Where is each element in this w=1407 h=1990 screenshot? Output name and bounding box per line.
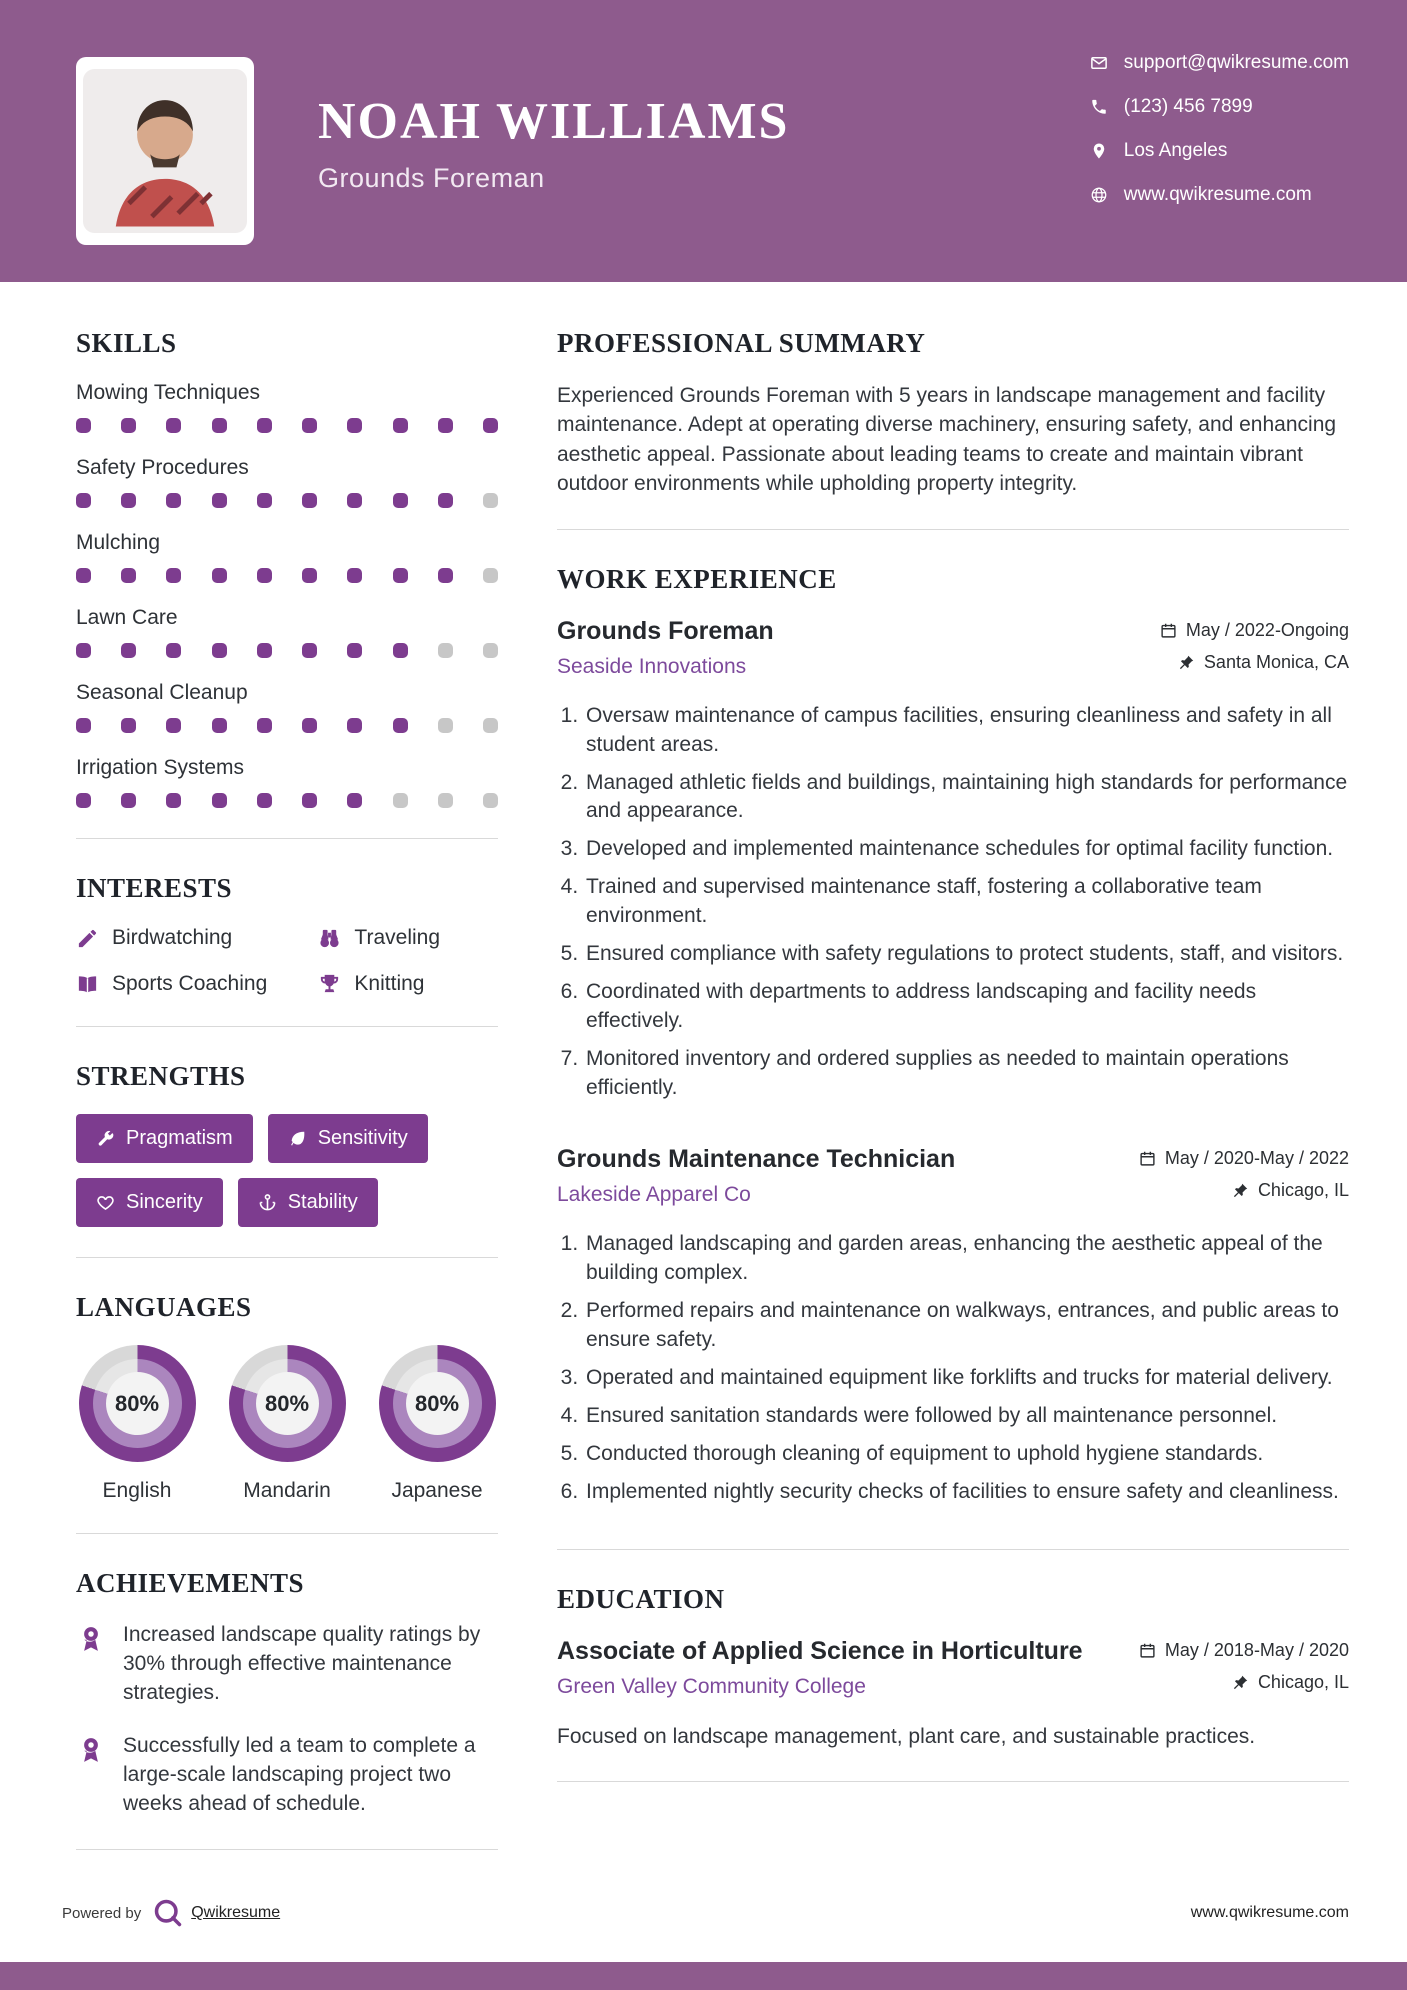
job-entry — [557, 1145, 1349, 1507]
rating-dot-filled — [347, 718, 362, 733]
rating-dot-filled — [347, 493, 362, 508]
education-header — [557, 1637, 1349, 1704]
heart-icon — [96, 1193, 115, 1212]
skill-item — [76, 606, 498, 658]
job-bullet: 4. Trained and supervised maintenance staff, fostering a collaborative team environment. — [584, 873, 1349, 931]
summary-heading: PROFESSIONAL SUMMARY — [557, 328, 926, 358]
medal-icon — [76, 1624, 106, 1654]
skill-name: Safety Procedures — [76, 456, 249, 479]
education-school: Green Valley Community College — [557, 1674, 866, 1698]
rating-dot-empty — [483, 568, 498, 583]
location-icon — [1090, 142, 1108, 160]
education-dates: May / 2018-May / 2020 — [1164, 1639, 1349, 1660]
powered-by-label: Powered by — [62, 1904, 142, 1922]
phone-icon — [1090, 98, 1108, 116]
rating-dot-filled — [347, 418, 362, 433]
contact-text: www.qwikresume.com — [1123, 184, 1312, 205]
rating-dot-filled — [302, 643, 317, 658]
education-location: Chicago, IL — [1257, 1671, 1349, 1692]
interest-label: Birdwatching — [112, 926, 233, 949]
rating-dot-filled — [257, 718, 272, 733]
section-divider — [76, 1849, 498, 1850]
job-header — [557, 1145, 1349, 1212]
language-item — [376, 1345, 498, 1503]
rating-dot-empty — [438, 643, 453, 658]
rating-dot-empty — [483, 718, 498, 733]
rating-dot-filled — [212, 418, 227, 433]
rating-dot-filled — [76, 493, 91, 508]
skills-section — [76, 328, 498, 808]
rating-dot-filled — [121, 643, 136, 658]
rating-dot-filled — [302, 793, 317, 808]
achievement-item — [76, 1732, 498, 1819]
section-divider — [76, 1257, 498, 1258]
language-percent-label: 80% — [264, 1390, 310, 1416]
skill-rating — [76, 418, 498, 433]
job-bullet: 5. Ensured compliance with safety regulations to protect students, staff, and visitors. — [584, 940, 1349, 969]
rating-dot-filled — [212, 643, 227, 658]
job-title: Grounds Maintenance Technician — [557, 1145, 956, 1174]
skill-name: Seasonal Cleanup — [76, 681, 248, 704]
section-divider — [76, 1026, 498, 1027]
rating-dot-filled — [347, 793, 362, 808]
jobs-list — [557, 617, 1349, 1507]
rating-dot-filled — [76, 793, 91, 808]
job-title-block — [557, 1145, 955, 1207]
job-dates-row — [1139, 1148, 1349, 1169]
rating-dot-filled — [438, 418, 453, 433]
rating-dot-filled — [393, 568, 408, 583]
contact-item[interactable] — [1090, 96, 1349, 118]
strengths-heading: STRENGTHS — [76, 1061, 246, 1091]
job-bullets — [557, 702, 1349, 1104]
rating-dot-filled — [438, 568, 453, 583]
skill-rating — [76, 493, 498, 508]
rating-dot-filled — [393, 643, 408, 658]
rating-dot-filled — [347, 643, 362, 658]
experience-heading: WORK EXPERIENCE — [557, 563, 837, 594]
rating-dot-filled — [257, 493, 272, 508]
rating-dot-filled — [166, 418, 181, 433]
rating-dot-filled — [166, 718, 181, 733]
rating-dot-filled — [302, 718, 317, 733]
achievement-text: Successfully led a team to complete a large-scale landscaping project two weeks ahead of schedule. — [123, 1733, 476, 1815]
contact-item[interactable] — [1090, 184, 1349, 206]
skill-item — [76, 381, 498, 433]
rating-dot-empty — [393, 793, 408, 808]
language-donut — [79, 1345, 196, 1462]
page-footer — [62, 1898, 1349, 1928]
person-job-title: Grounds Foreman — [318, 163, 545, 193]
section-divider — [557, 529, 1349, 530]
skill-item — [76, 531, 498, 583]
skill-name: Irrigation Systems — [76, 756, 245, 779]
qwikresume-brand-link[interactable]: Qwikresume — [191, 1904, 281, 1921]
rating-dot-filled — [302, 568, 317, 583]
education-meta — [1139, 1637, 1349, 1704]
education-title-block — [557, 1637, 1083, 1699]
calendar-icon — [1139, 1642, 1156, 1659]
education-location-row — [1139, 1672, 1349, 1693]
rating-dot-filled — [76, 418, 91, 433]
strengths-list — [76, 1114, 498, 1227]
skill-rating — [76, 793, 498, 808]
job-header — [557, 617, 1349, 684]
education-heading: EDUCATION — [557, 1583, 725, 1614]
job-bullet: 1. Oversaw maintenance of campus facilities, ensuring cleanliness and safety in all student areas. — [584, 702, 1349, 760]
job-meta — [1160, 617, 1349, 684]
interest-item — [318, 972, 498, 996]
job-meta — [1139, 1145, 1349, 1212]
rating-dot-filled — [76, 718, 91, 733]
job-bullet: 7. Monitored inventory and ordered supplies as needed to maintain operations efficiently. — [584, 1045, 1349, 1103]
job-location-row — [1139, 1180, 1349, 1201]
rating-dot-filled — [438, 493, 453, 508]
interest-item — [76, 926, 318, 950]
skill-name: Lawn Care — [76, 606, 178, 629]
skill-item — [76, 756, 498, 808]
rating-dot-empty — [483, 793, 498, 808]
job-entry — [557, 617, 1349, 1104]
avatar-image — [83, 64, 247, 238]
rating-dot-filled — [121, 493, 136, 508]
language-percent — [256, 1372, 319, 1435]
rating-dot-filled — [121, 793, 136, 808]
rating-dot-empty — [438, 718, 453, 733]
rating-dot-empty — [483, 643, 498, 658]
section-divider — [557, 1549, 1349, 1550]
rating-dot-filled — [166, 493, 181, 508]
rating-dot-filled — [302, 418, 317, 433]
job-bullet: 4. Ensured sanitation standards were followed by all maintenance personnel. — [584, 1402, 1349, 1431]
section-divider — [557, 1781, 1349, 1782]
language-donut — [379, 1345, 496, 1462]
job-bullet: 3. Operated and maintained equipment like forklifts and trucks for material delivery. — [584, 1364, 1349, 1393]
achievement-text: Increased landscape quality ratings by 30% through effective maintenance strategies. — [123, 1623, 481, 1704]
languages-section — [76, 1292, 498, 1503]
rating-dot-filled — [212, 718, 227, 733]
rating-dot-filled — [302, 493, 317, 508]
job-dates-row — [1160, 620, 1349, 641]
book-icon — [76, 973, 99, 996]
strength-label: Sensitivity — [317, 1127, 408, 1149]
pin-icon — [1178, 654, 1195, 671]
job-location: Santa Monica, CA — [1203, 651, 1349, 672]
binoculars-icon — [318, 927, 341, 950]
job-bullets — [557, 1230, 1349, 1507]
interest-label: Knitting — [354, 972, 425, 995]
skill-item — [76, 456, 498, 508]
contact-item[interactable] — [1090, 140, 1349, 162]
pencil-icon — [76, 927, 99, 950]
skill-rating — [76, 568, 498, 583]
language-percent — [106, 1372, 169, 1435]
education-dates-row — [1139, 1640, 1349, 1661]
rating-dot-filled — [393, 718, 408, 733]
language-name: English — [102, 1479, 172, 1502]
job-dates: May / 2022-Ongoing — [1185, 619, 1349, 640]
header — [0, 0, 1407, 282]
strength-label: Sincerity — [126, 1191, 203, 1213]
rating-dot-filled — [166, 568, 181, 583]
rating-dot-filled — [347, 568, 362, 583]
contact-text: support@qwikresume.com — [1123, 52, 1349, 73]
rating-dot-filled — [257, 793, 272, 808]
rating-dot-filled — [393, 493, 408, 508]
skill-name: Mowing Techniques — [76, 381, 261, 404]
language-percent — [406, 1372, 469, 1435]
language-percent-label: 80% — [414, 1390, 460, 1416]
rating-dot-filled — [393, 418, 408, 433]
right-column — [557, 328, 1349, 1884]
job-bullet: 2. Managed athletic fields and buildings, maintaining high standards for performance and appearance. — [584, 769, 1349, 827]
calendar-icon — [1139, 1150, 1156, 1167]
language-name: Japanese — [391, 1479, 483, 1502]
language-percent-label: 80% — [114, 1390, 160, 1416]
rating-dot-filled — [212, 793, 227, 808]
rating-dot-filled — [166, 643, 181, 658]
job-bullet: 6. Implemented nightly security checks of facilities to ensure safety and cleanliness. — [584, 1478, 1349, 1507]
job-bullet: 2. Performed repairs and maintenance on walkways, entrances, and public areas to ensure safety. — [584, 1297, 1349, 1355]
contact-text: Los Angeles — [1123, 140, 1228, 161]
strength-badge — [76, 1114, 253, 1163]
trophy-icon — [318, 973, 341, 996]
envelope-icon — [1090, 54, 1108, 72]
rating-dot-filled — [121, 418, 136, 433]
interest-label: Traveling — [354, 926, 441, 949]
section-divider — [76, 838, 498, 839]
rating-dot-filled — [166, 793, 181, 808]
skill-rating — [76, 643, 498, 658]
job-bullet: 6. Coordinated with departments to address landscaping and facility needs effectively. — [584, 978, 1349, 1036]
strength-label: Stability — [287, 1191, 358, 1213]
leaf-icon — [288, 1129, 307, 1148]
rating-dot-filled — [483, 418, 498, 433]
rating-dot-empty — [483, 493, 498, 508]
achievements-section — [76, 1568, 498, 1819]
rating-dot-filled — [257, 643, 272, 658]
strength-label: Pragmatism — [126, 1127, 233, 1149]
job-title-block — [557, 617, 774, 679]
strength-badge — [238, 1178, 378, 1227]
interests-list — [76, 926, 498, 996]
section-divider — [76, 1533, 498, 1534]
strengths-section — [76, 1061, 498, 1227]
identity-block — [318, 92, 789, 194]
rating-dot-filled — [212, 568, 227, 583]
wrench-icon — [96, 1129, 115, 1148]
job-bullet: 1. Managed landscaping and garden areas, enhancing the aesthetic appeal of the building complex. — [584, 1230, 1349, 1288]
rating-dot-empty — [438, 793, 453, 808]
person-name: NOAH WILLIAMS — [318, 93, 790, 150]
pin-icon — [1232, 1674, 1249, 1691]
summary-text: Experienced Grounds Foreman with 5 years in landscape management and facility maintenance. Adept at operating diverse machinery, ensuring safety, and enhancing aesthetic appeal. Passionate about leading teams to create and maintain vibrant outdoor environments while upholding property integrity. — [557, 384, 1337, 496]
contact-item[interactable] — [1090, 52, 1349, 74]
resume-body — [0, 282, 1407, 1884]
skills-list — [76, 381, 498, 808]
profile-photo — [76, 57, 254, 245]
contact-text: (123) 456 7899 — [1123, 96, 1253, 117]
job-company: Lakeside Apparel Co — [557, 1183, 751, 1207]
rating-dot-filled — [76, 643, 91, 658]
globe-icon — [1090, 186, 1108, 204]
interests-heading: INTERESTS — [76, 873, 233, 903]
qwikresume-logo-icon — [153, 1898, 183, 1928]
anchor-icon — [258, 1193, 277, 1212]
education-section — [557, 1584, 1349, 1751]
strength-badge — [76, 1178, 223, 1227]
interest-item — [318, 926, 498, 950]
language-donut — [229, 1345, 346, 1462]
experience-section — [557, 564, 1349, 1507]
skill-name: Mulching — [76, 531, 161, 554]
achievements-list — [76, 1621, 498, 1819]
calendar-icon — [1160, 622, 1177, 639]
skill-rating — [76, 718, 498, 733]
summary-section — [557, 328, 1349, 499]
rating-dot-filled — [212, 493, 227, 508]
language-item — [76, 1345, 198, 1503]
languages-heading: LANGUAGES — [76, 1292, 252, 1322]
pin-icon — [1232, 1182, 1249, 1199]
languages-list — [76, 1345, 498, 1503]
skills-heading: SKILLS — [76, 328, 177, 358]
job-title: Grounds Foreman — [557, 616, 774, 645]
footer-website-link[interactable]: www.qwikresume.com — [1190, 1904, 1349, 1921]
achievements-heading: ACHIEVEMENTS — [76, 1568, 305, 1598]
job-location: Chicago, IL — [1257, 1180, 1349, 1201]
job-bullet: 3. Developed and implemented maintenance schedules for optimal facility function. — [584, 835, 1349, 864]
rating-dot-filled — [257, 418, 272, 433]
interests-section — [76, 873, 498, 996]
job-company: Seaside Innovations — [557, 654, 747, 678]
rating-dot-filled — [76, 568, 91, 583]
language-name: Mandarin — [243, 1479, 331, 1502]
job-location-row — [1160, 652, 1349, 673]
achievement-item — [76, 1621, 498, 1708]
left-column — [76, 328, 498, 1884]
skill-item — [76, 681, 498, 733]
interest-item — [76, 972, 318, 996]
contact-list — [1090, 52, 1349, 228]
strength-badge — [268, 1114, 428, 1163]
rating-dot-filled — [257, 568, 272, 583]
bottom-accent-bar — [0, 1962, 1407, 1990]
job-bullet: 5. Conducted thorough cleaning of equipment to uphold hygiene standards. — [584, 1440, 1349, 1469]
rating-dot-filled — [121, 568, 136, 583]
education-description: Focused on landscape management, plant care, and sustainable practices. — [557, 1724, 1256, 1748]
language-item — [226, 1345, 348, 1503]
interest-label: Sports Coaching — [112, 972, 268, 995]
rating-dot-filled — [121, 718, 136, 733]
job-dates: May / 2020-May / 2022 — [1164, 1148, 1349, 1169]
medal-icon — [76, 1735, 106, 1765]
education-degree: Associate of Applied Science in Horticulture — [557, 1636, 1083, 1665]
